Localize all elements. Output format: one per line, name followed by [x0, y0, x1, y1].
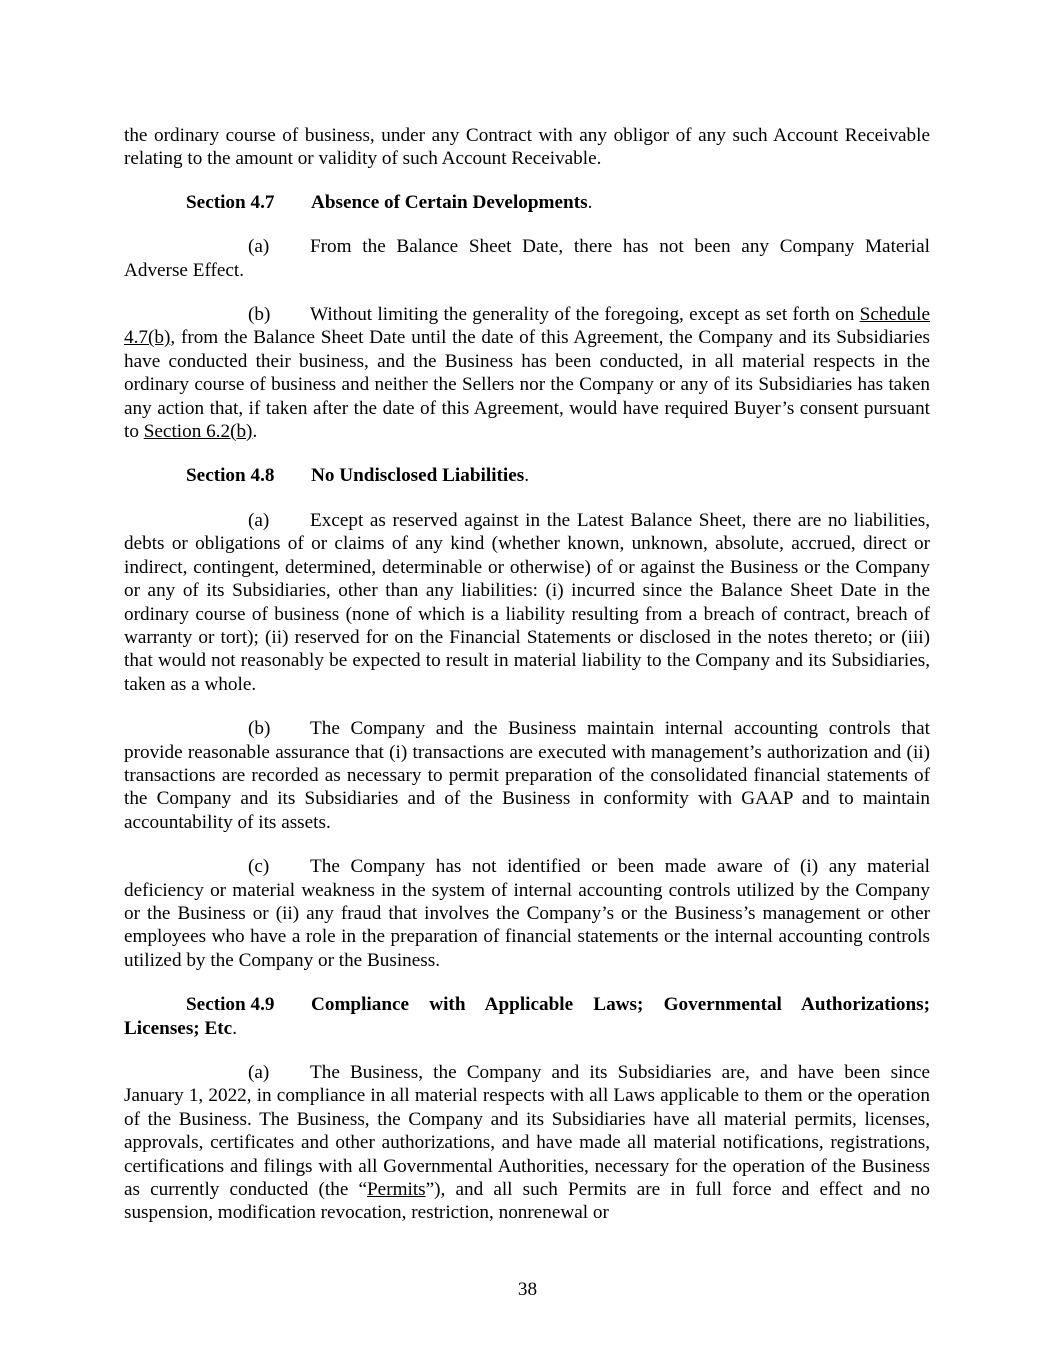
- section-4-9-heading: [124, 993, 930, 1040]
- defined-term: Permits: [367, 1179, 426, 1201]
- schedule-reference: Schedule 4.7(b): [124, 304, 930, 349]
- section-4-7-heading: [124, 191, 930, 214]
- clause-text: Without limiting the generality of the foregoing, except as set forth on: [310, 304, 860, 326]
- section-number: Section 4.9: [186, 994, 275, 1016]
- page-number: 38: [517, 1279, 538, 1300]
- section-title: No Undisclosed Liabilities: [311, 465, 525, 487]
- clause-label: (a): [248, 509, 270, 531]
- section-4-8-a: [124, 509, 930, 696]
- section-number: Section 4.8: [186, 465, 275, 487]
- clause-text: The Company has not identified or been made aware of (i) any material deficiency or material weakness in the system of internal accounting controls utilized by the Company or the Business or (ii) any fraud that involves the Company’s or the Business’s management or other employees who have a role in the preparation of financial statements or the internal accounting controls utilized by the Company or the Business.: [124, 856, 930, 971]
- clause-label: (b): [248, 718, 271, 740]
- section-title-period: .: [587, 191, 593, 213]
- section-number: Section 4.7: [186, 191, 275, 213]
- section-4-8-heading: [124, 464, 930, 487]
- section-title: Absence of Certain Developments: [311, 191, 588, 213]
- clause-text: From the Balance Sheet Date, there has not been any Company Material Adverse Effect.: [124, 236, 930, 281]
- clause-text: .: [252, 421, 258, 443]
- section-title: Compliance with Applicable Laws; Governmental Authorizations; Licenses; Etc: [124, 994, 930, 1039]
- clause-label: (a): [248, 236, 270, 258]
- section-title-period: .: [524, 465, 530, 487]
- clause-label: (c): [248, 856, 270, 878]
- section-4-7-a: [124, 235, 930, 282]
- section-title-period: .: [232, 1017, 237, 1039]
- section-4-7-b: [124, 303, 930, 443]
- clause-label: (a): [248, 1062, 270, 1083]
- section-4-8-b: [124, 717, 930, 834]
- clause-text: The Business, the Company and its Subsidiaries are, and have been since January 1, 2022, in compliance in all material respects with all Laws applicable to them or the operation of the Business. The Business, the Company and its Subsidiaries have all material permits, licenses, approvals, certificates and other authorizations, and have made all material notifications, registrations, certifications and filings with all Governmental Authorities, necessary for the operation of the Business as currently conducted (the “: [124, 1062, 930, 1201]
- clause-text: ”), and all such Permits are in full force and effect and no suspension, modification revocation, restriction, nonrenewal or: [124, 1179, 930, 1224]
- section-4-9-a: [124, 1061, 930, 1225]
- clause-label: (b): [248, 304, 271, 326]
- clause-text: , from the Balance Sheet Date until the date of this Agreement, the Company and its Subsidiaries have conducted their business, and the Business has been conducted, in all material respects in the ordinary course of business and neither the Sellers nor the Company or any of its Subsidiaries has taken any action that, if taken after the date of this Agreement, would have required Buyer’s consent pursuant to: [124, 327, 930, 443]
- intro-paragraph: the ordinary course of business, under any Contract with any obligor of any such Account Receivable relating to the amount or validity of such Account Receivable.: [124, 125, 930, 170]
- section-4-8-c: [124, 855, 930, 972]
- section-reference: Section 6.2(b): [143, 421, 253, 443]
- clause-text: Except as reserved against in the Latest Balance Sheet, there are no liabilities, debts or obligations of or claims of any kind (whether known, unknown, absolute, accrued, direct or indirect, contingent, determined, determinable or otherwise) of or against the Business or the Company or any of its Subsidiaries, other than any liabilities: (i) incurred since the Balance Sheet Date in the ordinary course of business (none of which is a liability resulting from a breach of contract, breach of warranty or tort); (ii) reserved for on the Financial Statements or disclosed in the notes thereto; or (iii) that would not reasonably be expected to result in material liability to the Company and its Subsidiaries, taken as a whole.: [124, 509, 930, 695]
- document-page: [124, 124, 930, 1225]
- clause-text: The Company and the Business maintain internal accounting controls that provide reasonable assurance that (i) transactions are executed with management’s authorization and (ii) transactions are recorded as necessary to permit preparation of the consolidated financial statements of the Company and its Subsidiaries and of the Business in conformity with GAAP and to maintain accountability of its assets.: [124, 718, 930, 833]
